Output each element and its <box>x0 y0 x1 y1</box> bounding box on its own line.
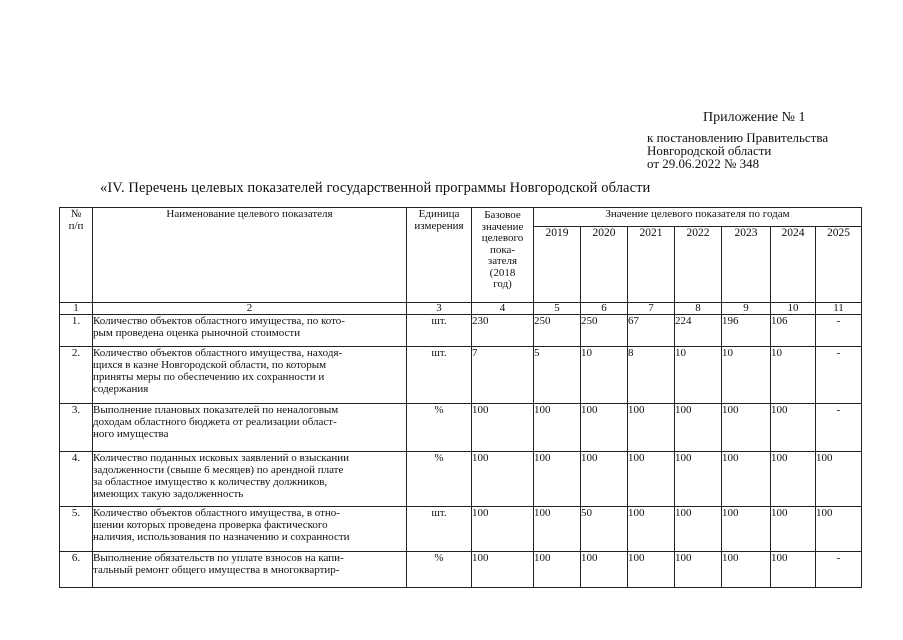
value-2024: 100 <box>771 552 816 588</box>
indicator-name <box>93 347 407 404</box>
value-2024: 100 <box>771 404 816 452</box>
indicator-name-text: Количество объектов областного имущества, находя- щихся в казне Новгородской области, по которым приняты меры по обеспечению их сохранности и содержания <box>93 347 343 395</box>
value-2019: 100 <box>534 404 581 452</box>
value-2019: 100 <box>534 452 581 507</box>
value-2020: 10 <box>581 347 628 404</box>
appendix-line-region: Новгородской области <box>647 143 772 158</box>
appendix-title: Приложение № 1 <box>703 110 806 125</box>
value-2025: 100 <box>816 452 862 507</box>
column-number: 8 <box>675 303 722 315</box>
value-2021: 100 <box>628 452 675 507</box>
column-number: 6 <box>581 303 628 315</box>
appendix-line-decree: к постановлению Правительства <box>647 130 829 145</box>
value-2025: 100 <box>816 507 862 552</box>
year-header-2021: 2021 <box>628 227 675 303</box>
value-2020: 100 <box>581 552 628 588</box>
indicator-name-text: Количество объектов областного имущества, в отно- шении которых проведена проверка фактического наличия, использования по назначению и сохранности <box>93 507 350 543</box>
value-2019: 100 <box>534 552 581 588</box>
indicator-name-text: Выполнение плановых показателей по неналоговым доходам областного бюджета от реализации област- ного имущества <box>93 404 339 440</box>
value-2025: - <box>816 404 862 452</box>
column-number: 9 <box>722 303 771 315</box>
value-2023: 100 <box>722 452 771 507</box>
indicator-name <box>93 315 407 347</box>
table-row <box>60 507 862 552</box>
value-2020: 100 <box>581 452 628 507</box>
value-2020: 250 <box>581 315 628 347</box>
value-2019: 100 <box>534 507 581 552</box>
value-2023: 100 <box>722 552 771 588</box>
value-2023: 10 <box>722 347 771 404</box>
indicator-name <box>93 552 407 588</box>
value-2020: 100 <box>581 404 628 452</box>
row-number: 1. <box>60 315 93 347</box>
year-header-2020: 2020 <box>581 227 628 303</box>
indicator-name <box>93 507 407 552</box>
table-body <box>60 315 862 588</box>
base-value: 100 <box>472 552 534 588</box>
header-number: № п/п <box>60 208 93 303</box>
indicator-name-text: Количество поданных исковых заявлений о взыскании задолженности (свыше 6 месяцев) по арендной плате за областное имущество к количеству должников, имеющих такую задолженность <box>93 452 350 500</box>
column-number: 7 <box>628 303 675 315</box>
table-row <box>60 404 862 452</box>
header-values-by-year: Значение целевого показателя по годам <box>534 208 862 227</box>
column-number: 4 <box>472 303 534 315</box>
indicator-name <box>93 404 407 452</box>
base-value: 7 <box>472 347 534 404</box>
value-2024: 100 <box>771 507 816 552</box>
column-number-row <box>60 303 862 315</box>
column-number: 11 <box>816 303 862 315</box>
column-number: 5 <box>534 303 581 315</box>
value-2024: 106 <box>771 315 816 347</box>
value-2019: 250 <box>534 315 581 347</box>
value-2025: - <box>816 552 862 588</box>
year-header-2025: 2025 <box>816 227 862 303</box>
table-row <box>60 452 862 507</box>
unit-of-measure: % <box>407 404 472 452</box>
row-number: 6. <box>60 552 93 588</box>
value-2021: 67 <box>628 315 675 347</box>
base-value: 100 <box>472 507 534 552</box>
indicator-name-text: Выполнение обязательств по уплате взносов на капи- тальный ремонт общего имущества в многоквартир- <box>93 552 344 576</box>
column-number: 10 <box>771 303 816 315</box>
value-2025: - <box>816 347 862 404</box>
header-unit: Единица измерения <box>407 208 472 303</box>
indicator-name <box>93 452 407 507</box>
table-row <box>60 315 862 347</box>
column-number: 2 <box>93 303 407 315</box>
unit-of-measure: шт. <box>407 507 472 552</box>
value-2024: 10 <box>771 347 816 404</box>
value-2021: 100 <box>628 552 675 588</box>
value-2021: 100 <box>628 404 675 452</box>
row-number: 5. <box>60 507 93 552</box>
year-header-2022: 2022 <box>675 227 722 303</box>
value-2022: 224 <box>675 315 722 347</box>
value-2025: - <box>816 315 862 347</box>
value-2023: 100 <box>722 404 771 452</box>
column-number: 1 <box>60 303 93 315</box>
header-name: Наименование целевого показателя <box>93 208 407 303</box>
indicators-table <box>59 207 862 588</box>
value-2022: 100 <box>675 452 722 507</box>
value-2020: 50 <box>581 507 628 552</box>
value-2022: 100 <box>675 552 722 588</box>
unit-of-measure: % <box>407 452 472 507</box>
value-2022: 100 <box>675 404 722 452</box>
value-2021: 100 <box>628 507 675 552</box>
value-2021: 8 <box>628 347 675 404</box>
unit-of-measure: % <box>407 552 472 588</box>
base-value: 100 <box>472 404 534 452</box>
unit-of-measure: шт. <box>407 347 472 404</box>
row-number: 4. <box>60 452 93 507</box>
value-2023: 196 <box>722 315 771 347</box>
row-number: 2. <box>60 347 93 404</box>
value-2022: 100 <box>675 507 722 552</box>
table-row <box>60 347 862 404</box>
column-number: 3 <box>407 303 472 315</box>
year-header-2024: 2024 <box>771 227 816 303</box>
table-row <box>60 552 862 588</box>
indicator-name-text: Количество объектов областного имущества, по кото- рым проведена оценка рыночной стоимости <box>93 315 345 339</box>
value-2023: 100 <box>722 507 771 552</box>
year-header-2019: 2019 <box>534 227 581 303</box>
unit-of-measure: шт. <box>407 315 472 347</box>
row-number: 3. <box>60 404 93 452</box>
appendix-line-date: от 29.06.2022 № 348 <box>647 156 760 171</box>
year-header-2023: 2023 <box>722 227 771 303</box>
base-value: 100 <box>472 452 534 507</box>
value-2019: 5 <box>534 347 581 404</box>
base-value: 230 <box>472 315 534 347</box>
header-base-value: Базовое значение целевого пока- зателя (2018 год) <box>472 208 534 303</box>
section-heading: «IV. Перечень целевых показателей государственной программы Новгородской области <box>100 180 651 196</box>
value-2024: 100 <box>771 452 816 507</box>
value-2022: 10 <box>675 347 722 404</box>
